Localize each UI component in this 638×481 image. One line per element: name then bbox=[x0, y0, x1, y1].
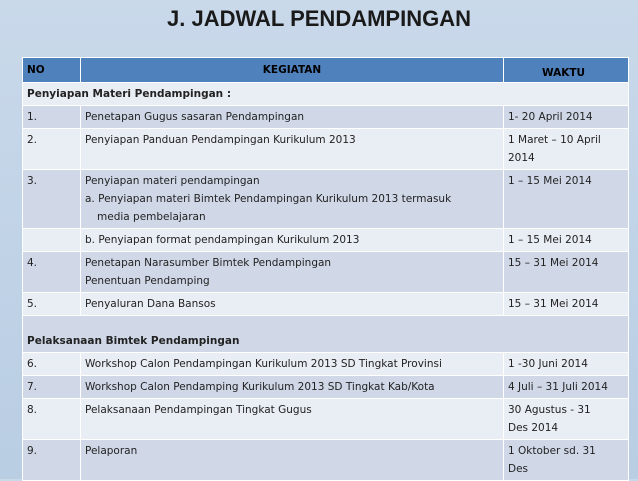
waktu-line: 1 -30 Juni 2014 bbox=[508, 358, 588, 370]
cell-kegiatan bbox=[81, 399, 504, 440]
cell-kegiatan bbox=[81, 129, 504, 170]
slide-title: J. JADWAL PENDAMPINGAN bbox=[167, 6, 471, 31]
table-row bbox=[23, 106, 629, 129]
cell-waktu bbox=[504, 229, 629, 252]
cell-no: 1. bbox=[23, 106, 81, 129]
kegiatan-line: Workshop Calon Pendamping Kurikulum 2013 SD Tingkat Kab/Kota bbox=[85, 381, 435, 393]
cell-kegiatan bbox=[81, 229, 504, 252]
cell-kegiatan bbox=[81, 252, 504, 293]
table-header-row bbox=[23, 58, 629, 83]
table-row bbox=[23, 170, 629, 229]
waktu-line: 1 Oktober sd. 31 bbox=[508, 445, 596, 457]
table-row bbox=[23, 399, 629, 440]
kegiatan-line: Pelaksanaan Pendampingan Tingkat Gugus bbox=[85, 404, 312, 416]
cell-waktu bbox=[504, 252, 629, 293]
section-row bbox=[23, 83, 629, 106]
cell-no: 2. bbox=[23, 129, 81, 170]
table-row bbox=[23, 252, 629, 293]
waktu-line: 4 Juli – 31 Juli 2014 bbox=[508, 381, 608, 393]
cell-waktu bbox=[504, 376, 629, 399]
waktu-line: 15 – 31 Mei 2014 bbox=[508, 257, 599, 269]
cell-kegiatan bbox=[81, 440, 504, 481]
waktu-line: 1 Maret – 10 April bbox=[508, 134, 601, 146]
kegiatan-line: Pelaporan bbox=[85, 445, 138, 457]
cell-kegiatan bbox=[81, 293, 504, 316]
cell-kegiatan bbox=[81, 353, 504, 376]
kegiatan-line: Penentuan Pendamping bbox=[85, 275, 210, 287]
table-row bbox=[23, 353, 629, 376]
kegiatan-line: Penyiapan materi pendampingan bbox=[85, 175, 260, 187]
cell-no: 9. bbox=[23, 440, 81, 481]
kegiatan-line: media pembelajaran bbox=[97, 211, 206, 223]
kegiatan-line: b. Penyiapan format pendampingan Kurikulum 2013 bbox=[85, 234, 360, 246]
cell-kegiatan bbox=[81, 170, 504, 229]
kegiatan-line: Penyaluran Dana Bansos bbox=[85, 298, 216, 310]
waktu-line: Des bbox=[508, 463, 529, 475]
waktu-line: 1 – 15 Mei 2014 bbox=[508, 234, 592, 246]
cell-no: 3. bbox=[23, 170, 81, 229]
kegiatan-line: Penetapan Narasumber Bimtek Pendampingan bbox=[85, 257, 332, 269]
table-row bbox=[23, 293, 629, 316]
cell-waktu bbox=[504, 399, 629, 440]
section-row bbox=[23, 316, 629, 353]
cell-no: 4. bbox=[23, 252, 81, 293]
waktu-line: 2014 bbox=[508, 152, 535, 164]
waktu-line: 15 – 31 Mei 2014 bbox=[508, 298, 599, 310]
cell-no: 5. bbox=[23, 293, 81, 316]
schedule-table bbox=[22, 57, 629, 481]
cell-no: 8. bbox=[23, 399, 81, 440]
cell-waktu bbox=[504, 129, 629, 170]
cell-no bbox=[23, 229, 81, 252]
cell-waktu bbox=[504, 170, 629, 229]
cell-kegiatan bbox=[81, 106, 504, 129]
cell-kegiatan bbox=[81, 376, 504, 399]
cell-waktu bbox=[504, 440, 629, 481]
cell-waktu bbox=[504, 293, 629, 316]
section-heading: Pelaksanaan Bimtek Pendampingan bbox=[23, 316, 629, 353]
header-kegiatan: KEGIATAN bbox=[81, 58, 504, 83]
table-body bbox=[23, 83, 629, 481]
waktu-line: Des 2014 bbox=[508, 422, 559, 434]
waktu-line: 1- 20 April 2014 bbox=[508, 111, 593, 123]
cell-no: 6. bbox=[23, 353, 81, 376]
waktu-line: 1 – 15 Mei 2014 bbox=[508, 175, 592, 187]
kegiatan-line: Penetapan Gugus sasaran Pendampingan bbox=[85, 111, 305, 123]
cell-waktu bbox=[504, 106, 629, 129]
cell-no: 7. bbox=[23, 376, 81, 399]
header-no: NO bbox=[23, 58, 81, 83]
section-heading: Penyiapan Materi Pendampingan : bbox=[23, 83, 629, 106]
table-row bbox=[23, 440, 629, 481]
table-row bbox=[23, 229, 629, 252]
table-row bbox=[23, 129, 629, 170]
cell-waktu bbox=[504, 353, 629, 376]
kegiatan-line: a. Penyiapan materi Bimtek Pendampingan Kurikulum 2013 termasuk bbox=[85, 193, 452, 205]
waktu-line: 30 Agustus - 31 bbox=[508, 404, 591, 416]
table-row bbox=[23, 376, 629, 399]
header-waktu: WAKTU bbox=[504, 58, 629, 83]
kegiatan-line: Penyiapan Panduan Pendampingan Kurikulum 2013 bbox=[85, 134, 356, 146]
kegiatan-line: Workshop Calon Pendampingan Kurikulum 2013 SD Tingkat Provinsi bbox=[85, 358, 442, 370]
